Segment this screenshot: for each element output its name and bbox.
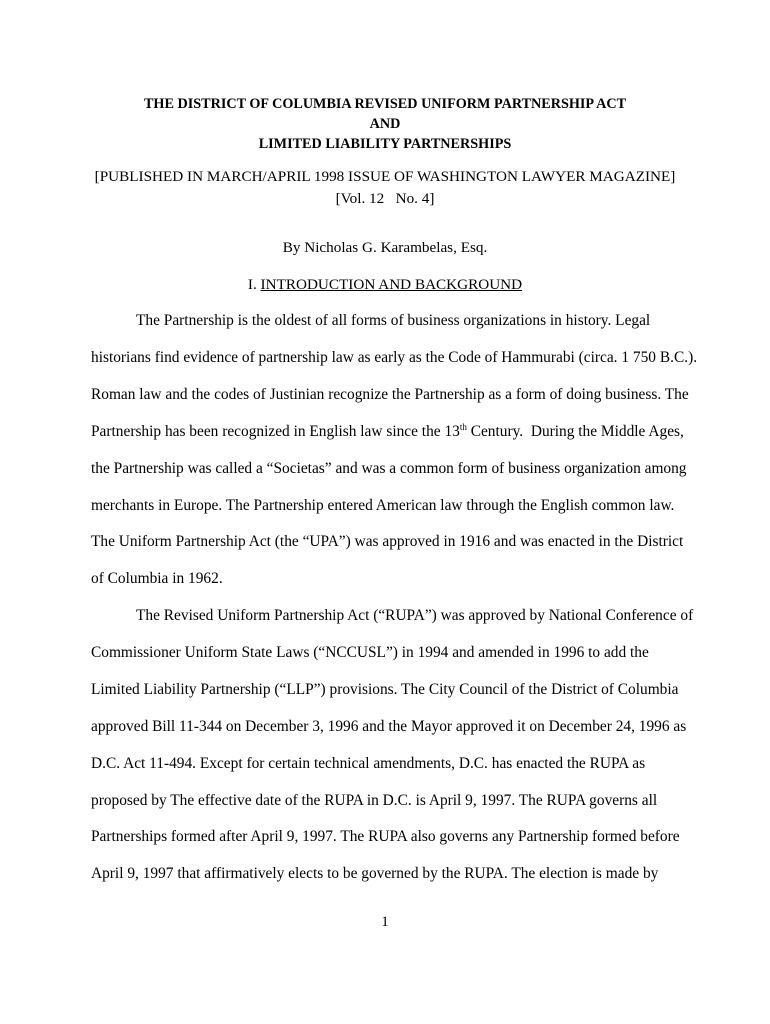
paragraph-line: Roman law and the codes of Justinian recognize the Partnership as a form of doing business. The [91, 386, 689, 403]
section-heading [0, 276, 770, 294]
title-line-1: THE DISTRICT OF COLUMBIA REVISED UNIFORM PARTNERSHIP ACT [143, 96, 627, 112]
paragraph-line: Limited Liability Partnership (“LLP”) provisions. The City Council of the District of Columbia [91, 681, 679, 698]
paragraph-line: of Columbia in 1962. [91, 570, 223, 587]
paragraph-line: merchants in Europe. The Partnership entered American law through the English common law. [91, 497, 675, 514]
title-line-3: LIMITED LIABILITY PARTNERSHIPS [258, 136, 512, 152]
page-number: 1 [381, 914, 389, 930]
paragraph-line: The Revised Uniform Partnership Act (“RUPA”) was approved by National Conference of [136, 607, 694, 624]
paragraph-line-text: Century. During the Middle Ages, [466, 423, 684, 440]
paragraph-line: The Partnership is the oldest of all forms of business organizations in history. Legal [136, 312, 651, 329]
title-line-2: AND [369, 116, 401, 132]
paragraph-line: The Uniform Partnership Act (the “UPA”) was approved in 1916 and was enacted in the District [91, 533, 684, 550]
paragraph-line: proposed by The effective date of the RUPA in D.C. is April 9, 1997. The RUPA governs all [91, 792, 658, 809]
paragraph-line: historians find evidence of partnership law as early as the Code of Hammurabi (circa. 1 750 B.C.). [91, 349, 698, 366]
superscript-ordinal: th [459, 421, 467, 432]
publication-note [0, 166, 770, 210]
section-title: INTRODUCTION AND BACKGROUND [260, 276, 523, 293]
paragraph-line: the Partnership was called a “Societas” and was a common form of business organization among [91, 460, 687, 477]
section-number: I. [247, 276, 257, 293]
paragraph-line-text: Partnership has been recognized in English law since the 13 [91, 423, 460, 440]
publication-line-1: [PUBLISHED IN MARCH/APRIL 1998 ISSUE OF WASHINGTON LAWYER MAGAZINE] [94, 168, 676, 185]
paragraph-line: Partnerships formed after April 9, 1997. The RUPA also governs any Partnership formed before [91, 828, 680, 845]
paragraph-line [91, 423, 684, 441]
document-title [0, 94, 770, 154]
author-byline: By Nicholas G. Karambelas, Esq. [282, 239, 488, 256]
paragraph-line: D.C. Act 11-494. Except for certain technical amendments, D.C. has enacted the RUPA as [91, 755, 646, 772]
paragraph-line: approved Bill 11-344 on December 3, 1996 and the Mayor approved it on December 24, 1996 as [91, 718, 687, 735]
paragraph-line: April 9, 1997 that affirmatively elects to be governed by the RUPA. The election is made by [91, 865, 659, 882]
paragraph-line: Commissioner Uniform State Laws (“NCCUSL”) in 1994 and amended in 1996 to add the [91, 644, 649, 661]
publication-line-2: [Vol. 12 No. 4] [335, 190, 435, 207]
